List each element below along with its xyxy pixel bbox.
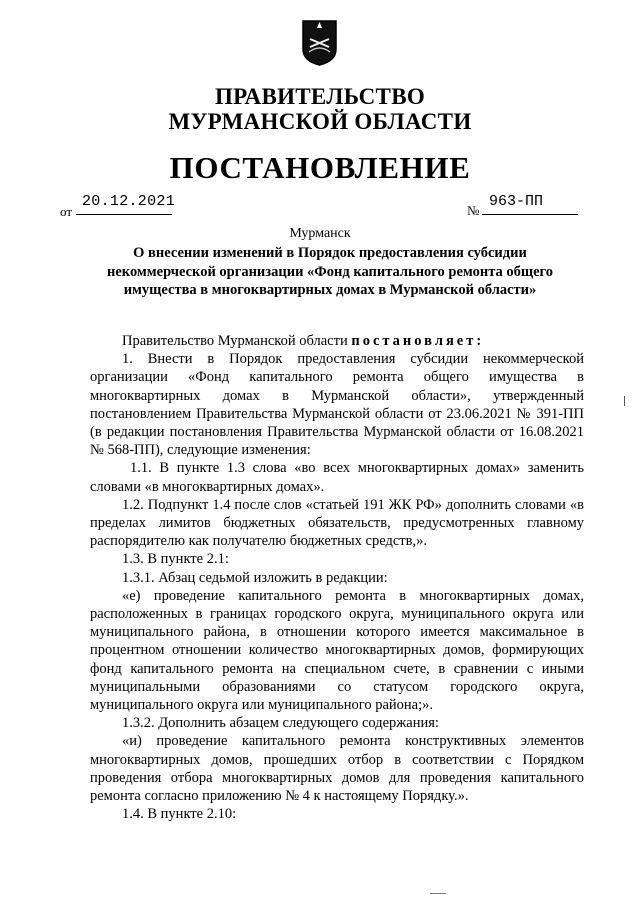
- document-number: 963-ПП: [489, 193, 544, 210]
- intro-prefix: Правительство Мурманской области: [122, 333, 352, 349]
- date-label: от: [60, 204, 73, 219]
- government-title-line2: МУРМАНСКОЙ ОБЛАСТИ: [168, 109, 472, 134]
- subject-line2: некоммерческой организации «Фонд капитального ремонта общего: [106, 263, 554, 280]
- number-underline: [482, 214, 578, 215]
- paragraph-1-3: 1.3. В пункте 2.1:: [122, 551, 229, 568]
- intro-paragraph: [90, 332, 584, 350]
- paragraph-1-4: 1.4. В пункте 2.10:: [122, 806, 237, 823]
- government-title-line1: ПРАВИТЕЛЬСТВО: [214, 84, 426, 109]
- paragraph-1-2: 1.2. Подпункт 1.4 после слов «статьей 191 ЖК РФ» дополнить словами «в пределах лимитов бюджетных обязательств, предусмотренных главному распорядителю как получателю бюджетных средств,».: [90, 496, 584, 550]
- page-footer-mark: [430, 893, 446, 898]
- document-date: 20.12.2021: [82, 193, 176, 210]
- paragraph-1-3-2: 1.3.2. Дополнить абзацем следующего содержания:: [122, 715, 439, 732]
- date-underline: [76, 214, 172, 215]
- paragraph-1-3-2-text: «и) проведение капитального ремонта конструктивных элементов многоквартирных домов, прошедших отбор в соответствии с Порядком проведения отбора многоквартирных домов для проведения капитального ремонта согласно приложению № 4 к настоящему Порядку.».: [90, 733, 584, 805]
- paragraph-1-3-1: 1.3.1. Абзац седьмой изложить в редакции:: [122, 569, 388, 586]
- document-subject: [90, 244, 570, 300]
- margin-mark: [624, 396, 629, 406]
- subject-line3: имущества в многоквартирных домах в Мурманской области»: [123, 282, 537, 298]
- intro-verb: постановляет:: [351, 333, 485, 349]
- paragraph-1-1: 1.1. В пункте 1.3 слова «во всех многоквартирных домах» заменить словами «в многоквартирных домах».: [90, 460, 584, 495]
- paragraph-1-3-1-text: «е) проведение капитального ремонта в многоквартирных домах, расположенных в границах городского округа, муниципального округа или муниципального района, в отношении которого имеется максимальное в процентном отношении количество многоквартирных домов, формирующих фонд капитального ремонта на специальном счете, в сравнении с иными муниципальными образованиями со статусом городского округа, муниципального округа или муниципального района;».: [90, 587, 584, 714]
- subject-line1: О внесении изменений в Порядок предоставления субсидии: [133, 245, 527, 261]
- document-type-title: ПОСТАНОВЛЕНИЕ: [169, 150, 471, 185]
- number-label: №: [467, 203, 480, 218]
- city-name: Мурманск: [289, 226, 351, 241]
- document-body: [90, 332, 584, 823]
- paragraph-1: 1. Внести в Порядок предоставления субсидии некоммерческой организации «Фонд капитального ремонта общего имущества в многоквартирных домах в Мурманской области», утвержденный постановлением Правительства Мурманской области от 23.06.2021 № 391-ПП (в редакции постановления Правительства Мурманской области от 16.08.2021 № 568-ПП), следующие изменения:: [90, 351, 584, 459]
- coat-of-arms-icon: [301, 19, 338, 67]
